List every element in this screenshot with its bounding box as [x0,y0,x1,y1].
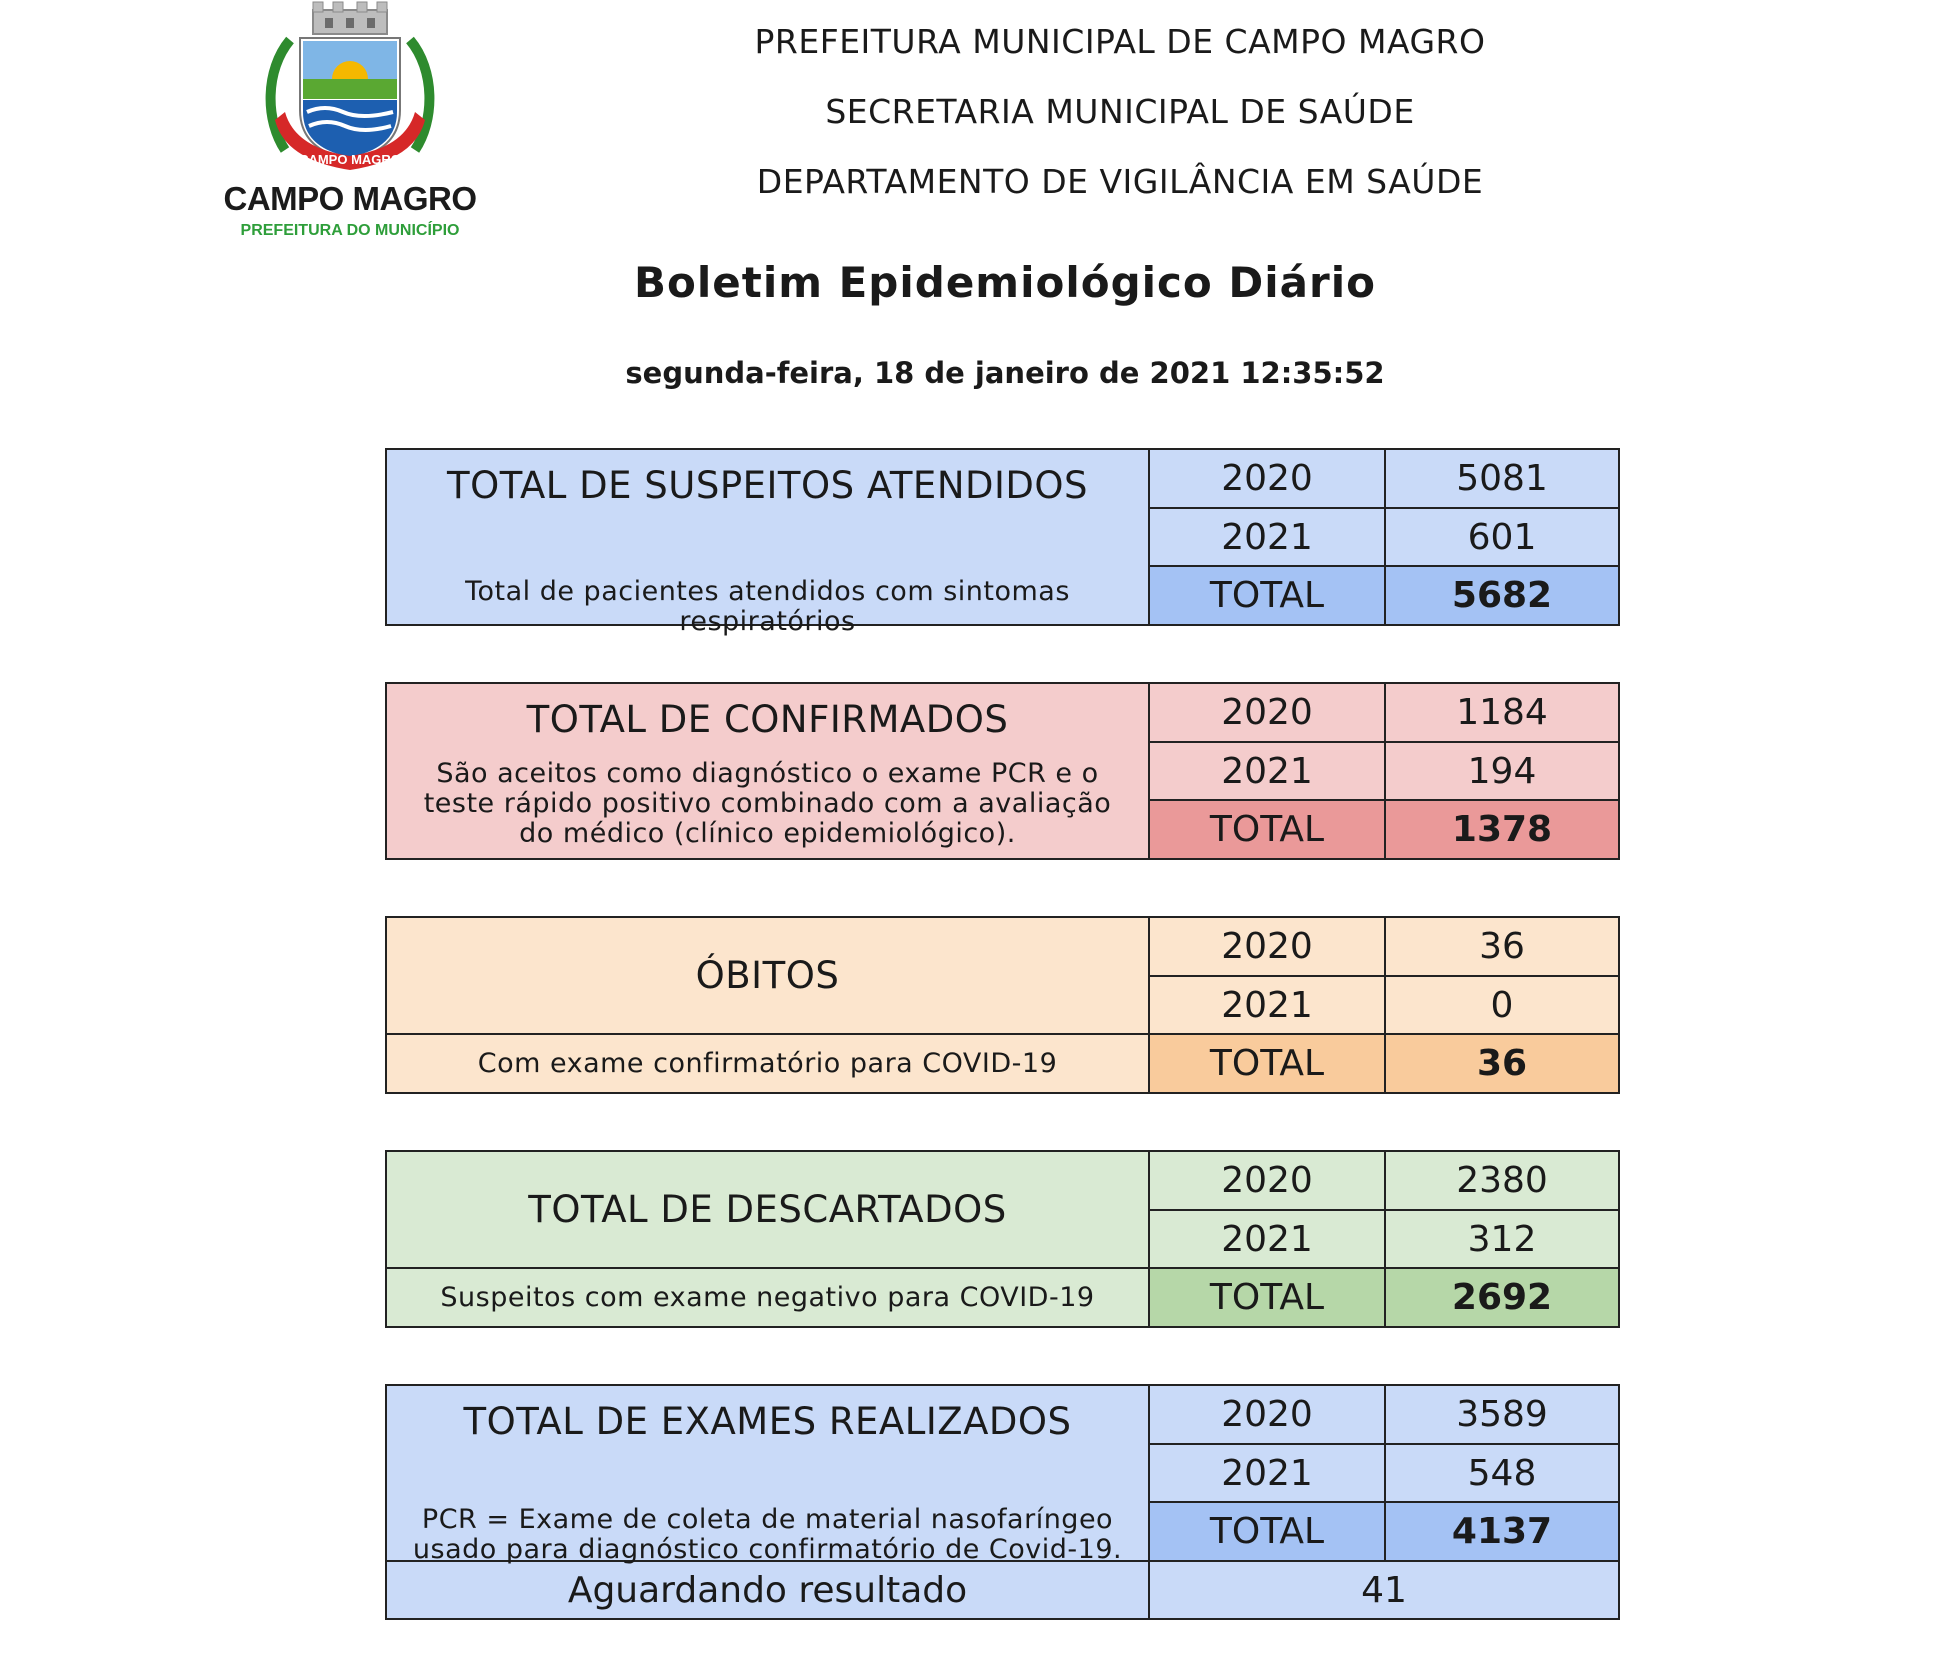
exames-value-2020: 3589 [1386,1386,1618,1445]
obitos-year-2021: 2021 [1150,977,1386,1035]
confirmados-description: São aceitos como diagnóstico o exame PCR e o teste rápido positivo combinado com a avaliação do médico (clínico epidemiológico). [423,758,1112,849]
exames-awaiting-value: 41 [1361,1569,1407,1611]
exames-year-2020: 2020 [1150,1386,1386,1445]
svg-text:CAMPO MAGRO: CAMPO MAGRO [299,152,401,167]
municipal-logo [205,0,495,250]
descartados-year-2020: 2020 [1150,1152,1386,1211]
descartados-value-2020: 2380 [1386,1152,1618,1211]
suspeitos-total-value: 5682 [1386,567,1618,624]
obitos-title-cell [387,918,1150,1035]
header-line-secretaria: SECRETARIA MUNICIPAL DE SAÚDE [825,92,1415,131]
exames-total-label: TOTAL [1150,1503,1386,1562]
suspeitos-value-2020: 5081 [1386,450,1618,509]
header-line-departamento: DEPARTAMENTO DE VIGILÂNCIA EM SAÚDE [756,162,1484,201]
confirmados-label-cell [387,684,1150,860]
suspeitos-label-cell [387,450,1150,637]
suspeitos-year-2021: 2021 [1150,509,1386,567]
exames-table [385,1384,1620,1620]
obitos-value-2021: 0 [1386,977,1618,1035]
confirmados-value-2021: 194 [1386,743,1618,801]
obitos-total-value: 36 [1386,1035,1618,1092]
header-line-prefeitura: PREFEITURA MUNICIPAL DE CAMPO MAGRO [754,22,1486,61]
suspeitos-title: TOTAL DE SUSPEITOS ATENDIDOS [447,464,1088,507]
document-title: Boletim Epidemiológico Diário [634,258,1376,307]
brand-name: CAMPO MAGRO [223,180,477,217]
suspeitos-year-2020: 2020 [1150,450,1386,509]
exames-value-2021: 548 [1386,1445,1618,1503]
obitos-table [385,916,1620,1094]
suspeitos-table [385,448,1620,637]
confirmados-title: TOTAL DE CONFIRMADOS [526,698,1009,741]
descartados-total-label: TOTAL [1150,1269,1386,1326]
descartados-description-cell [387,1269,1150,1326]
exames-label-cell [387,1386,1150,1565]
obitos-year-2020: 2020 [1150,918,1386,977]
descartados-title-cell [387,1152,1150,1269]
obitos-description-cell [387,1035,1150,1092]
suspeitos-description: Total de pacientes atendidos com sintomas respiratórios [465,576,1070,637]
obitos-title: ÓBITOS [695,954,840,997]
exames-description: PCR = Exame de coleta de material nasofaríngeo usado para diagnóstico confirmatório de Covid-19. [412,1504,1123,1565]
exames-total-value: 4137 [1386,1503,1618,1562]
obitos-total-label: TOTAL [1150,1035,1386,1092]
obitos-description: Com exame confirmatório para COVID-19 [477,1047,1058,1079]
municipal-seal-icon [245,0,455,180]
descartados-year-2021: 2021 [1150,1211,1386,1269]
exames-awaiting-label: Aguardando resultado [387,1562,1150,1618]
confirmados-value-2020: 1184 [1386,684,1618,743]
confirmados-table [385,682,1620,860]
confirmados-total-label: TOTAL [1150,801,1386,858]
exames-title: TOTAL DE EXAMES REALIZADOS [463,1400,1072,1443]
suspeitos-value-2021: 601 [1386,509,1618,567]
obitos-value-2020: 36 [1386,918,1618,977]
confirmados-year-2020: 2020 [1150,684,1386,743]
descartados-value-2021: 312 [1386,1211,1618,1269]
document-date: segunda-feira, 18 de janeiro de 2021 12:35:52 [625,356,1385,390]
descartados-table [385,1150,1620,1328]
descartados-description: Suspeitos com exame negativo para COVID-19 [440,1281,1095,1313]
descartados-title: TOTAL DE DESCARTADOS [528,1188,1007,1231]
brand-subtitle: PREFEITURA DO MUNICÍPIO [240,222,460,239]
suspeitos-total-label: TOTAL [1150,567,1386,624]
descartados-total-value: 2692 [1386,1269,1618,1326]
confirmados-total-value: 1378 [1386,801,1618,858]
confirmados-year-2021: 2021 [1150,743,1386,801]
exames-year-2021: 2021 [1150,1445,1386,1503]
